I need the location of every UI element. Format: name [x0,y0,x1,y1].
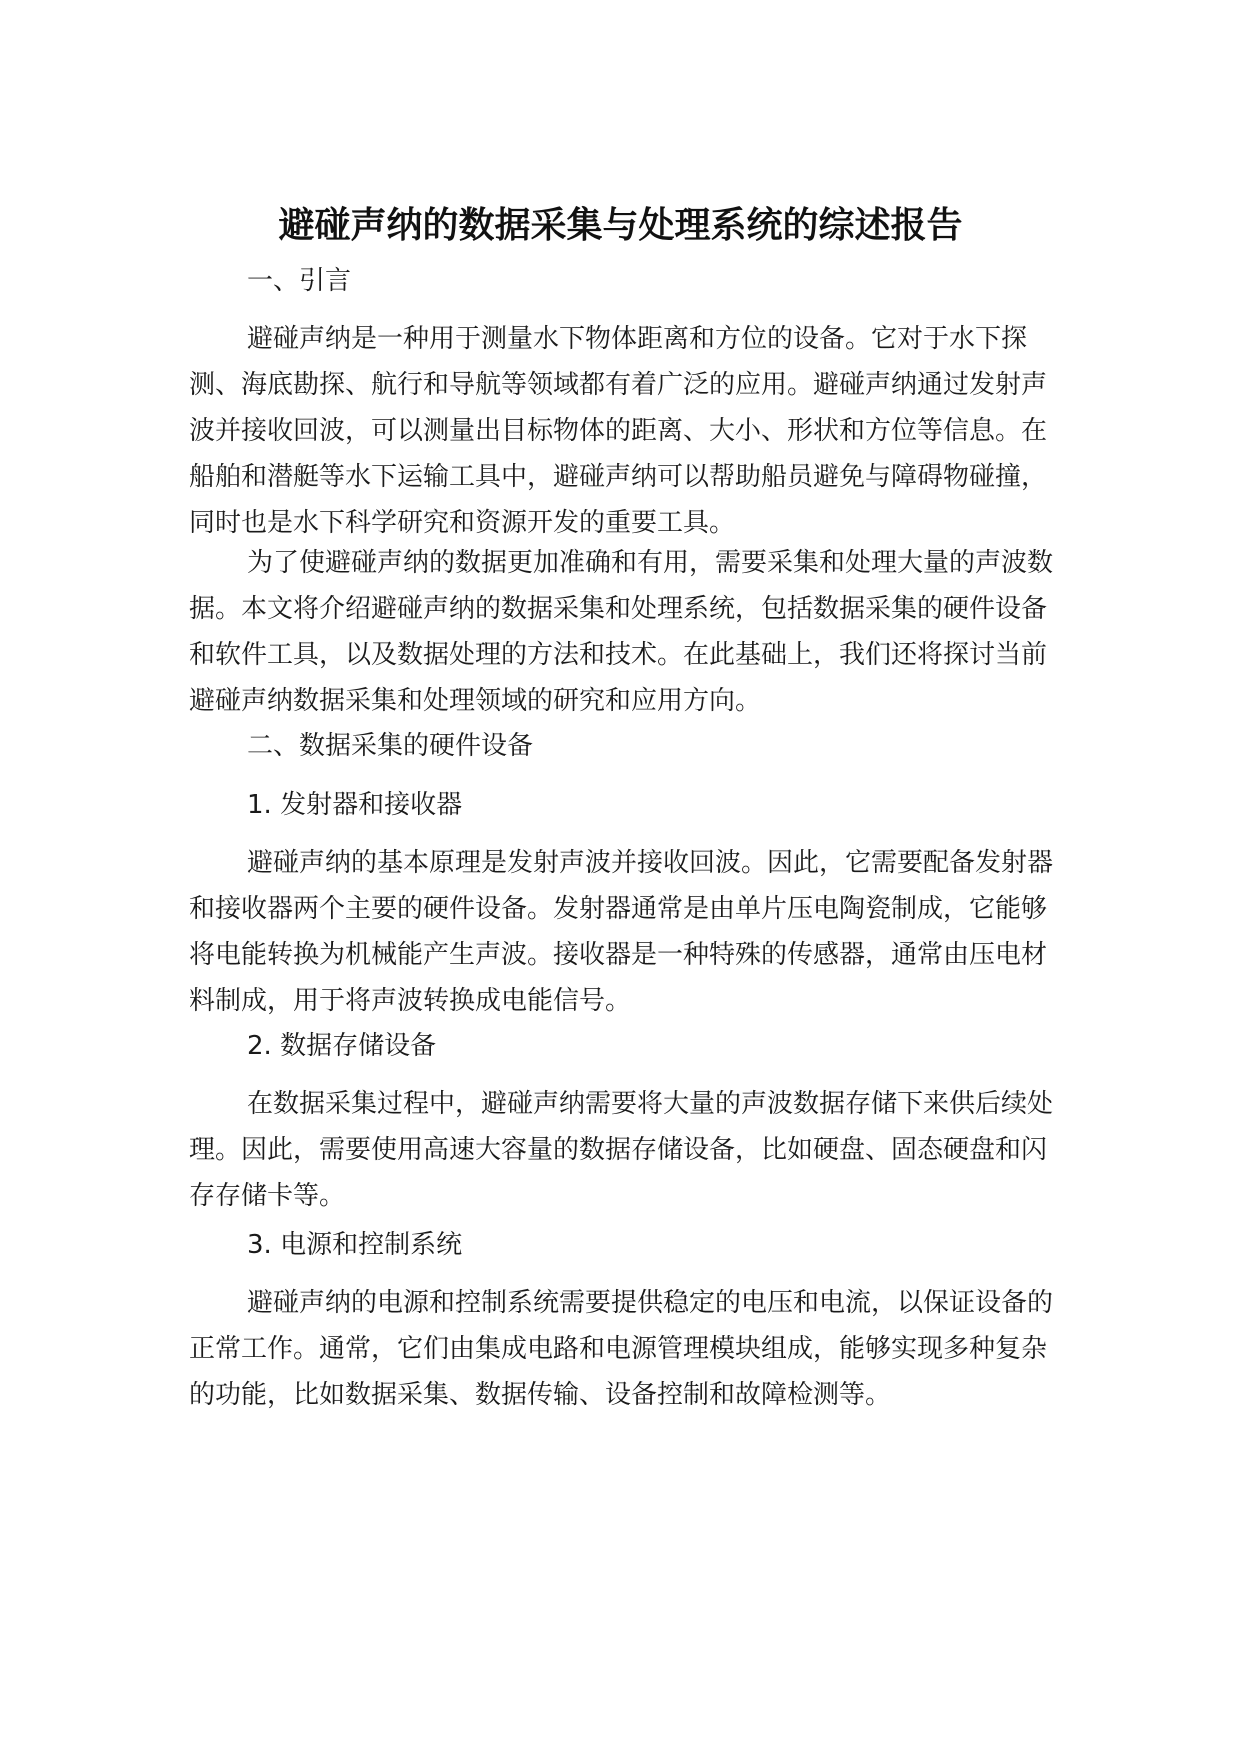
subsection-heading-data-storage: 2. 数据存储设备 [247,1031,437,1061]
section-heading-hardware: 二、数据采集的硬件设备 [247,731,534,761]
transmitter-receiver-paragraph: 避碰声纳的基本原理是发射声波并接收回波。因此，它需要配备发射器和接收器两个主要的硬件设备。发射器通常是由单片压电陶瓷制成，它能够将电能转换为机械能产生声波。接收器是一种特殊的传感器，通常由压电材料制成，用于将声波转换成电能信号。 [189,848,1054,1016]
data-storage-paragraph: 在数据采集过程中，避碰声纳需要将大量的声波数据存储下来供后续处理。因此，需要使用高速大容量的数据存储设备，比如硬盘、固态硬盘和闪存存储卡等。 [189,1089,1054,1211]
section-heading-introduction: 一、引言 [247,266,352,296]
intro-paragraph-1: 避碰声纳是一种用于测量水下物体距离和方位的设备。它对于水下探测、海底勘探、航行和导航等领域都有着广泛的应用。避碰声纳通过发射声波并接收回波，可以测量出目标物体的距离、大小、形状和方位等信息。在船舶和潜艇等水下运输工具中，避碰声纳可以帮助船员避免与障碍物碰撞，同时也是水下科学研究和资源开发的重要工具。 [189,324,1048,538]
power-control-paragraph: 避碰声纳的电源和控制系统需要提供稳定的电压和电流，以保证设备的正常工作。通常，它们由集成电路和电源管理模块组成，能够实现多种复杂的功能，比如数据采集、数据传输、设备控制和故障检测等。 [189,1288,1054,1410]
document-title: 避碰声纳的数据采集与处理系统的综述报告 [278,205,963,247]
subsection-heading-power-control: 3. 电源和控制系统 [247,1230,463,1260]
subsection-heading-transmitter-receiver: 1. 发射器和接收器 [247,790,463,820]
intro-paragraph-2: 为了使避碰声纳的数据更加准确和有用，需要采集和处理大量的声波数据。本文将介绍避碰声纳的数据采集和处理系统，包括数据采集的硬件设备和软件工具，以及数据处理的方法和技术。在此基础上，我们还将探讨当前避碰声纳数据采集和处理领域的研究和应用方向。 [189,548,1054,716]
